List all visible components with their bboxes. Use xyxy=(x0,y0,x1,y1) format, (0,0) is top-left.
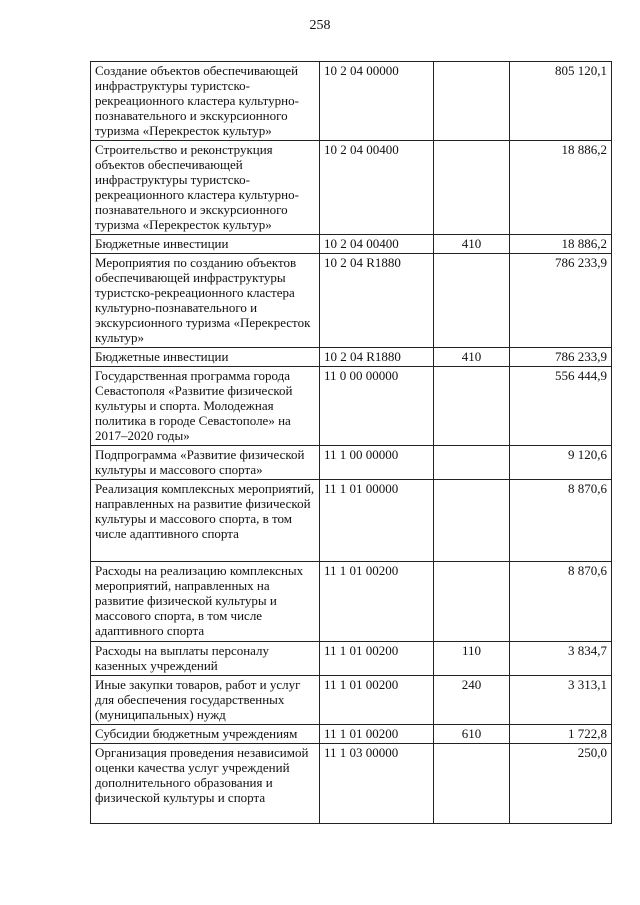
table-row xyxy=(91,235,612,254)
table-row xyxy=(91,562,612,642)
row-amount: 8 870,6 xyxy=(510,562,612,642)
table-row xyxy=(91,348,612,367)
row-type xyxy=(434,446,510,480)
page-number: 258 xyxy=(309,18,331,33)
row-name: Субсидии бюджетным учреждениям xyxy=(91,725,320,744)
table-row xyxy=(91,744,612,824)
row-amount: 18 886,2 xyxy=(510,141,612,235)
row-code: 11 0 00 00000 xyxy=(320,367,434,446)
row-code: 11 1 03 00000 xyxy=(320,744,434,824)
row-code: 11 1 01 00200 xyxy=(320,676,434,725)
table-row xyxy=(91,254,612,348)
row-amount: 786 233,9 xyxy=(510,348,612,367)
table-row xyxy=(91,480,612,562)
row-name: Подпрограмма «Развитие физической культуры и массового спорта» xyxy=(91,446,320,480)
row-name: Мероприятия по созданию объектов обеспечивающей инфраструктуры туристско-рекреационного кластера культурно-познавательного и экскурсионного туризма «Перекресток культур» xyxy=(91,254,320,348)
row-code: 11 1 00 00000 xyxy=(320,446,434,480)
row-type: 240 xyxy=(434,676,510,725)
row-code: 10 2 04 00400 xyxy=(320,235,434,254)
row-amount: 3 313,1 xyxy=(510,676,612,725)
row-name: Государственная программа города Севастополя «Развитие физической культуры и спорта. Молодежная политика в городе Севастополе» на 2017–2020 годы» xyxy=(91,367,320,446)
row-amount: 805 120,1 xyxy=(510,62,612,141)
row-name: Строительство и реконструкция объектов обеспечивающей инфраструктуры туристско-рекреационного кластера культурно-познавательного и экскурсионного туризма «Перекресток культур» xyxy=(91,141,320,235)
row-name: Бюджетные инвестиции xyxy=(91,348,320,367)
row-amount: 8 870,6 xyxy=(510,480,612,562)
row-name: Иные закупки товаров, работ и услуг для обеспечения государственных (муниципальных) нужд xyxy=(91,676,320,725)
row-code: 11 1 01 00200 xyxy=(320,562,434,642)
row-type: 410 xyxy=(434,348,510,367)
row-name: Бюджетные инвестиции xyxy=(91,235,320,254)
row-code: 10 2 04 R1880 xyxy=(320,348,434,367)
row-name: Создание объектов обеспечивающей инфраструктуры туристско-рекреационного кластера культурно-познавательного и экскурсионного туризма «Перекресток культур» xyxy=(91,62,320,141)
row-type xyxy=(434,562,510,642)
table-row xyxy=(91,725,612,744)
table-row xyxy=(91,642,612,676)
table-row xyxy=(91,676,612,725)
row-type: 610 xyxy=(434,725,510,744)
row-type xyxy=(434,62,510,141)
row-name: Расходы на выплаты персоналу казенных учреждений xyxy=(91,642,320,676)
row-amount: 18 886,2 xyxy=(510,235,612,254)
row-code: 11 1 01 00200 xyxy=(320,725,434,744)
row-code: 10 2 04 R1880 xyxy=(320,254,434,348)
row-name: Реализация комплексных мероприятий, направленных на развитие физической культуры и массового спорта, в том числе адаптивного спорта xyxy=(91,480,320,562)
row-code: 10 2 04 00000 xyxy=(320,62,434,141)
row-amount: 1 722,8 xyxy=(510,725,612,744)
row-type: 110 xyxy=(434,642,510,676)
row-amount: 3 834,7 xyxy=(510,642,612,676)
row-amount: 556 444,9 xyxy=(510,367,612,446)
row-code: 11 1 01 00200 xyxy=(320,642,434,676)
table-row xyxy=(91,141,612,235)
budget-table xyxy=(90,61,612,824)
table-row xyxy=(91,62,612,141)
row-code: 11 1 01 00000 xyxy=(320,480,434,562)
row-type xyxy=(434,141,510,235)
row-type: 410 xyxy=(434,235,510,254)
row-type xyxy=(434,367,510,446)
table-row xyxy=(91,446,612,480)
row-type xyxy=(434,744,510,824)
table-row xyxy=(91,367,612,446)
row-name: Расходы на реализацию комплексных мероприятий, направленных на развитие физической культуры и массового спорта, в том числе адаптивного спорта xyxy=(91,562,320,642)
row-name: Организация проведения независимой оценки качества услуг учреждений дополнительного образования и физической культуры и спорта xyxy=(91,744,320,824)
row-amount: 250,0 xyxy=(510,744,612,824)
row-amount: 786 233,9 xyxy=(510,254,612,348)
row-code: 10 2 04 00400 xyxy=(320,141,434,235)
row-type xyxy=(434,480,510,562)
row-amount: 9 120,6 xyxy=(510,446,612,480)
row-type xyxy=(434,254,510,348)
